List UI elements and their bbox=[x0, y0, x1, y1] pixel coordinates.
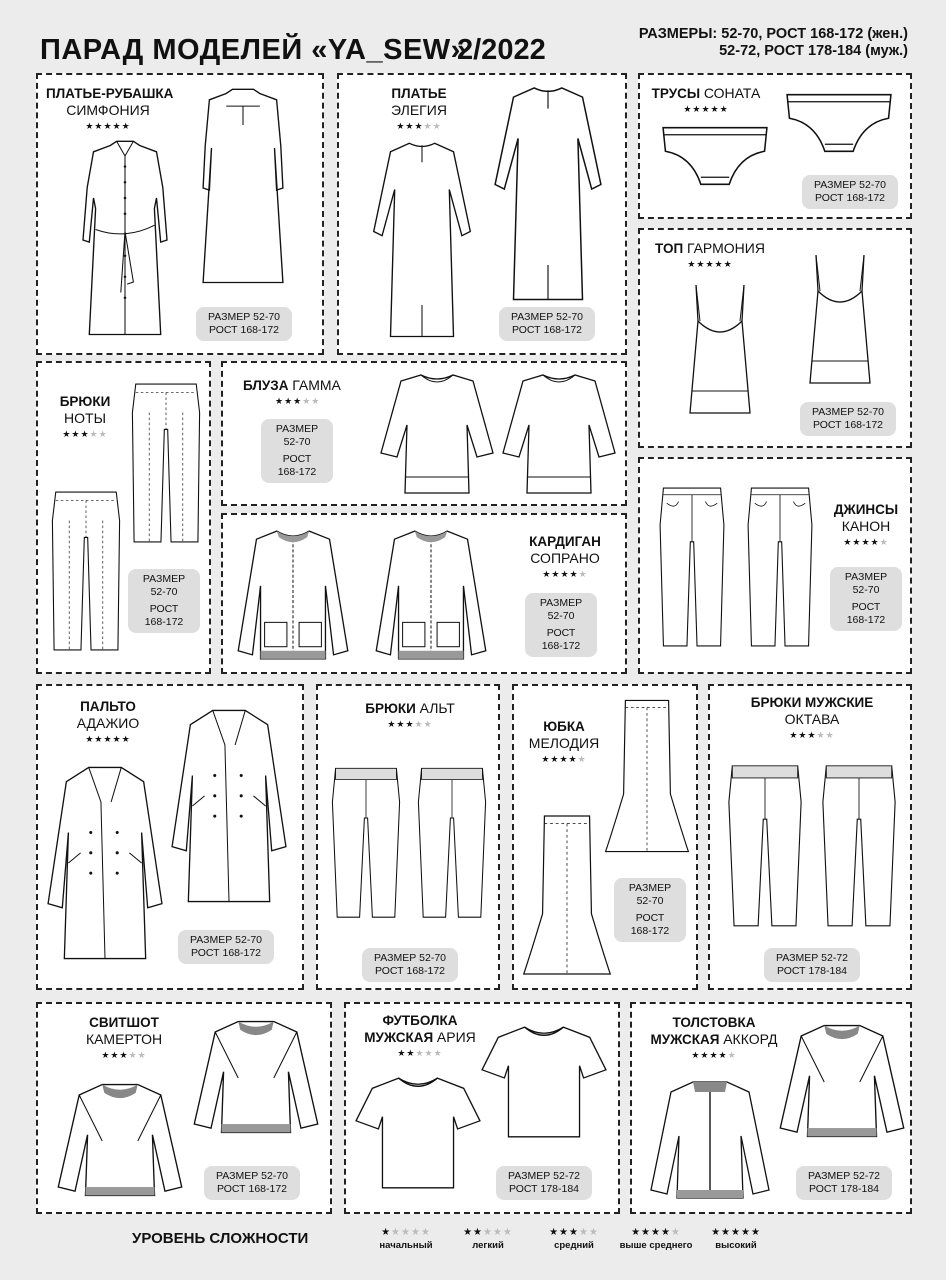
coat-back-sketch bbox=[168, 696, 290, 916]
top-front-sketch bbox=[670, 276, 770, 426]
size-badge: РАЗМЕР 52-72 РОСТ 178-184 bbox=[496, 1166, 592, 1200]
jeans-front-sketch bbox=[650, 467, 734, 667]
model-title bbox=[360, 1012, 480, 1060]
zip-sweatshirt-front-sketch bbox=[642, 1076, 778, 1206]
model-card-aria[interactable] bbox=[344, 1002, 620, 1214]
difficulty-stars: ★★★★★ bbox=[691, 1050, 737, 1060]
coat-front-sketch bbox=[44, 758, 166, 968]
model-name: СИМФОНИЯ bbox=[66, 102, 150, 118]
model-card-melodia[interactable] bbox=[512, 684, 698, 990]
size-badge: РАЗМЕР 52-72 РОСТ 178-184 bbox=[764, 948, 860, 982]
size-badge: РАЗМЕР 52-70 РОСТ 168-172 bbox=[261, 419, 333, 483]
size-badge: РАЗМЕР 52-70 РОСТ 168-172 bbox=[499, 307, 595, 341]
model-title bbox=[518, 718, 610, 766]
model-name: АККОРД bbox=[723, 1031, 778, 1047]
model-card-simfonia[interactable] bbox=[36, 73, 324, 355]
model-title bbox=[511, 533, 619, 581]
model-card-kanon[interactable] bbox=[638, 457, 912, 674]
model-type: ФУТБОЛКА bbox=[382, 1013, 458, 1028]
model-type: БРЮКИ bbox=[59, 394, 111, 409]
skirt-front-sketch bbox=[520, 810, 614, 980]
size-badge: РАЗМЕР 52-70 РОСТ 168-172 bbox=[196, 307, 292, 341]
legend-level-5: ★★★★★ высокий bbox=[711, 1227, 761, 1251]
model-card-noty[interactable] bbox=[36, 361, 211, 674]
size-badge: РАЗМЕР 52-72 РОСТ 178-184 bbox=[796, 1166, 892, 1200]
difficulty-stars: ★★★★★ bbox=[541, 754, 587, 764]
model-card-akkord[interactable] bbox=[630, 1002, 912, 1214]
model-name: МЕЛОДИЯ bbox=[528, 735, 600, 751]
model-title bbox=[730, 694, 894, 742]
dress-back-sketch bbox=[489, 81, 607, 311]
blouse-front-sketch bbox=[377, 369, 497, 499]
blouse-back-sketch bbox=[499, 369, 619, 499]
pants-back-sketch bbox=[124, 373, 208, 553]
model-type: КАРДИГАН bbox=[529, 534, 601, 549]
model-type-line2: МУЖСКАЯ bbox=[650, 1032, 720, 1047]
difficulty-stars: ★★★★★ bbox=[397, 1048, 443, 1058]
model-title bbox=[650, 85, 762, 116]
model-card-alt[interactable] bbox=[316, 684, 500, 990]
model-card-oktava[interactable] bbox=[708, 684, 912, 990]
difficulty-stars: ★★★★★ bbox=[101, 1050, 147, 1060]
difficulty-stars: ★★★★★ bbox=[85, 121, 131, 131]
model-card-gamma[interactable] bbox=[221, 361, 627, 506]
legend-level-1: ★★★★★ начальный bbox=[379, 1227, 433, 1251]
model-title bbox=[826, 501, 906, 549]
model-type: ТРУСЫ bbox=[651, 86, 701, 101]
model-type: ТОЛСТОВКА bbox=[672, 1015, 756, 1030]
size-range-men: 52-72, РОСТ 178-184 (муж.) bbox=[719, 43, 908, 59]
model-title bbox=[74, 1014, 174, 1062]
model-card-sonata[interactable] bbox=[638, 73, 912, 219]
model-card-kamerton[interactable] bbox=[36, 1002, 332, 1214]
sweatshirt-front-sketch bbox=[52, 1078, 188, 1204]
dress-front-sketch bbox=[363, 137, 481, 347]
model-card-garmonia[interactable] bbox=[638, 228, 912, 448]
size-badge: РАЗМЕР 52-70 РОСТ 168-172 bbox=[178, 930, 274, 964]
model-name: ЭЛЕГИЯ bbox=[391, 102, 447, 118]
cardigan-back-sketch bbox=[369, 525, 493, 667]
model-title bbox=[369, 85, 469, 133]
model-type: БРЮКИ bbox=[365, 701, 416, 716]
model-title bbox=[348, 700, 472, 731]
model-type: БРЮКИ МУЖСКИЕ bbox=[750, 695, 874, 710]
model-name: СОПРАНО bbox=[530, 550, 600, 566]
model-name: ГАРМОНИЯ bbox=[686, 240, 765, 256]
model-name: КАНОН bbox=[841, 518, 891, 534]
size-badge: РАЗМЕР 52-70 РОСТ 168-172 bbox=[800, 402, 896, 436]
model-title bbox=[58, 698, 158, 746]
size-badge: РАЗМЕР 52-70 РОСТ 168-172 bbox=[204, 1166, 300, 1200]
model-title bbox=[638, 1014, 790, 1062]
cardigan-front-sketch bbox=[231, 525, 355, 667]
size-badge: РАЗМЕР 52-70 РОСТ 168-172 bbox=[128, 569, 200, 633]
model-name: СОНАТА bbox=[703, 85, 761, 101]
model-card-adazhio[interactable] bbox=[36, 684, 304, 990]
legend-level-2: ★★★★★ легкий bbox=[463, 1227, 513, 1251]
difficulty-stars: ★★★★★ bbox=[396, 121, 442, 131]
model-card-soprano[interactable] bbox=[221, 513, 627, 674]
size-badge: РАЗМЕР 52-70 РОСТ 168-172 bbox=[614, 878, 686, 942]
pants-front-sketch bbox=[44, 473, 128, 669]
model-type: СВИТШОТ bbox=[89, 1015, 159, 1030]
legend-level-4: ★★★★★ выше среднего bbox=[619, 1227, 693, 1251]
size-badge: РАЗМЕР 52-70 РОСТ 168-172 bbox=[802, 175, 898, 209]
model-name: АДАЖИО bbox=[76, 715, 140, 731]
tshirt-front-sketch bbox=[352, 1072, 484, 1194]
model-name: АЛЬТ bbox=[419, 700, 455, 716]
issue-number: 2/2022 bbox=[457, 34, 546, 66]
model-type: ПЛАТЬЕ-РУБАШКА bbox=[46, 86, 174, 101]
page-title: ПАРАД МОДЕЛЕЙ «YA_SEW» bbox=[40, 34, 468, 66]
model-title bbox=[44, 393, 126, 441]
model-type: ПАЛЬТО bbox=[80, 699, 136, 714]
size-range-info bbox=[639, 26, 908, 60]
skirt-back-sketch bbox=[602, 692, 692, 860]
difficulty-stars: ★★★★★ bbox=[387, 719, 433, 729]
top-back-sketch bbox=[790, 246, 890, 396]
difficulty-stars: ★★★★★ bbox=[62, 429, 108, 439]
tshirt-back-sketch bbox=[478, 1012, 610, 1152]
panties-back-sketch bbox=[780, 83, 898, 163]
difficulty-stars: ★★★★★ bbox=[687, 259, 733, 269]
pants-front-sketch bbox=[326, 742, 406, 942]
model-name: НОТЫ bbox=[64, 410, 106, 426]
pants-back-sketch bbox=[816, 746, 902, 944]
model-type: ДЖИНСЫ bbox=[833, 502, 899, 517]
difficulty-stars: ★★★★★ bbox=[542, 569, 588, 579]
jeans-back-sketch bbox=[738, 467, 822, 667]
difficulty-stars: ★★★★★ bbox=[789, 730, 835, 740]
model-name: КАМЕРТОН bbox=[85, 1031, 163, 1047]
size-range-women: РАЗМЕРЫ: 52-70, РОСТ 168-172 (жен.) bbox=[638, 26, 908, 42]
model-card-elegia[interactable] bbox=[337, 73, 627, 355]
panties-front-sketch bbox=[656, 119, 774, 193]
model-title bbox=[46, 85, 174, 133]
size-badge: РАЗМЕР 52-70 РОСТ 168-172 bbox=[830, 567, 902, 631]
sweatshirt-back-sketch bbox=[188, 1012, 324, 1144]
pants-back-sketch bbox=[412, 742, 492, 942]
model-name: ОКТАВА bbox=[784, 711, 840, 727]
dress-shirt-back-sketch bbox=[184, 83, 302, 293]
size-badge: РАЗМЕР 52-70 РОСТ 168-172 bbox=[362, 948, 458, 982]
model-type-line2: МУЖСКАЯ bbox=[364, 1030, 434, 1045]
model-name: ГАММА bbox=[292, 377, 341, 393]
model-type: ПЛАТЬЕ bbox=[391, 86, 447, 101]
dress-shirt-front-sketch bbox=[60, 135, 190, 345]
difficulty-legend-label: УРОВЕНЬ СЛОЖНОСТИ bbox=[132, 1230, 309, 1247]
model-type: БЛУЗА bbox=[243, 378, 289, 393]
size-badge: РАЗМЕР 52-70 РОСТ 168-172 bbox=[525, 593, 597, 657]
difficulty-stars: ★★★★★ bbox=[275, 396, 321, 406]
model-title bbox=[650, 240, 770, 271]
legend-level-3: ★★★★★ средний bbox=[549, 1227, 599, 1251]
pants-front-sketch bbox=[722, 746, 808, 944]
difficulty-stars: ★★★★★ bbox=[683, 104, 729, 114]
model-type: ТОП bbox=[655, 241, 684, 256]
model-type: ЮБКА bbox=[543, 719, 585, 734]
model-title bbox=[243, 377, 363, 408]
difficulty-stars: ★★★★★ bbox=[85, 734, 131, 744]
zip-sweatshirt-back-sketch bbox=[774, 1014, 910, 1150]
model-name: АРИЯ bbox=[436, 1029, 476, 1045]
difficulty-stars: ★★★★★ bbox=[843, 537, 889, 547]
